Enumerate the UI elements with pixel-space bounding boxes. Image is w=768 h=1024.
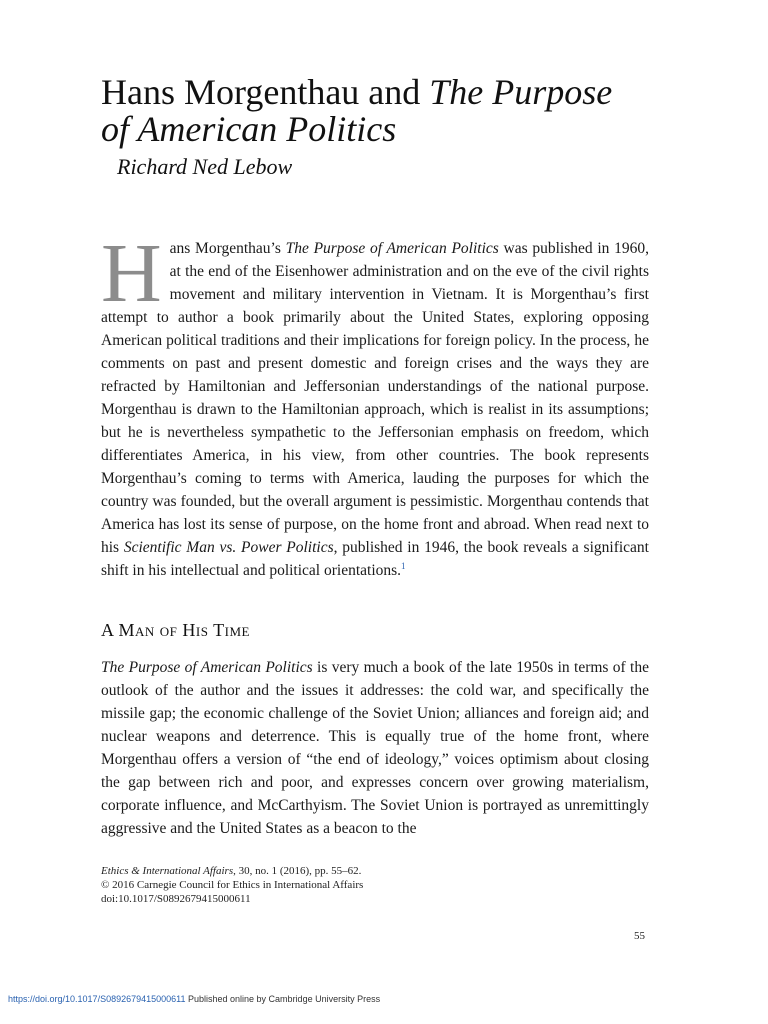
page-number: 55 bbox=[634, 930, 645, 942]
intro-text-3: , published in 1946, the book reveals a significant shift in his intellectual and political orientations. bbox=[101, 539, 649, 579]
intro-book-title-2: Scientific Man vs. Power Politics bbox=[123, 539, 334, 556]
intro-paragraph bbox=[101, 227, 650, 582]
intro-text-1: ans Morgenthau’s bbox=[169, 240, 286, 257]
article-title bbox=[101, 74, 681, 148]
copyright-line: © 2016 Carnegie Council for Ethics in International Affairs bbox=[101, 879, 364, 891]
doi-line: doi:10.1017/S0892679415000611 bbox=[101, 893, 251, 905]
citation-details: , 30, no. 1 (2016), pp. 55–62. bbox=[233, 865, 362, 877]
doi-link[interactable]: https://doi.org/10.1017/S0892679415000611 bbox=[8, 994, 186, 1004]
footnote-ref-link[interactable]: 1 bbox=[401, 560, 406, 571]
section-heading: A Man of His Time bbox=[101, 620, 250, 640]
publisher-text: Published online by Cambridge University Press bbox=[185, 994, 381, 1004]
title-part2: The Purpose bbox=[429, 72, 613, 112]
journal-name: Ethics & International Affairs bbox=[101, 865, 234, 877]
journal-citation bbox=[101, 864, 363, 878]
intro-book-title: The Purpose of American Politics bbox=[285, 240, 499, 257]
section-paragraph bbox=[101, 656, 649, 840]
title-part3: of American Politics bbox=[101, 109, 397, 149]
section-text: is very much a book of the late 1950s in terms of the outlook of the author and the issues it addresses: the cold war, and specifically the missile gap; the economic challenge of the Soviet Union; alliances and foreign aid; and nuclear weapons and deterrence. This is equally true of the home front, where Morgenthau offers a version of “the end of ideology,” voices optimism about closing the gap between rich and poor, and expresses concern over growing materialism, corporate influence, and McCarthyism. The Soviet Union is portrayed as unremittingly aggressive and the United States as a beacon to the bbox=[101, 659, 649, 837]
drop-cap: H bbox=[101, 227, 162, 320]
article-author: Richard Ned Lebow bbox=[117, 154, 293, 179]
citation-footer bbox=[101, 864, 363, 906]
intro-text-2: was published in 1960, at the end of the Eisenhower administration and on the eve of the civil rights movement and military intervention in Vietnam. It is Morgenthau’s first attempt to author a book primarily about the United States, exploring opposing American political traditions and their implications for foreign policy. In the process, he comments on past and present domestic and foreign crises and the ways they are refracted by Hamiltonian and Jeffersonian understandings of the national purpose. Morgenthau is drawn to the Hamiltonian approach, which is realist in its assumptions; but he is nevertheless sympathetic to the Jeffersonian emphasis on freedom, which differentiates America, in his view, from other countries. The book represents Morgenthau’s coming to terms with America, lauding the purposes for which the country was founded, but the overall argument is pessimistic. Morgenthau contends that America has lost its sense of purpose, on the home front and abroad. When read next to his bbox=[101, 240, 650, 556]
publisher-bar bbox=[8, 994, 380, 1004]
title-part1: Hans Morgenthau and bbox=[101, 72, 430, 112]
section-book-title: The Purpose of American Politics bbox=[101, 659, 313, 676]
